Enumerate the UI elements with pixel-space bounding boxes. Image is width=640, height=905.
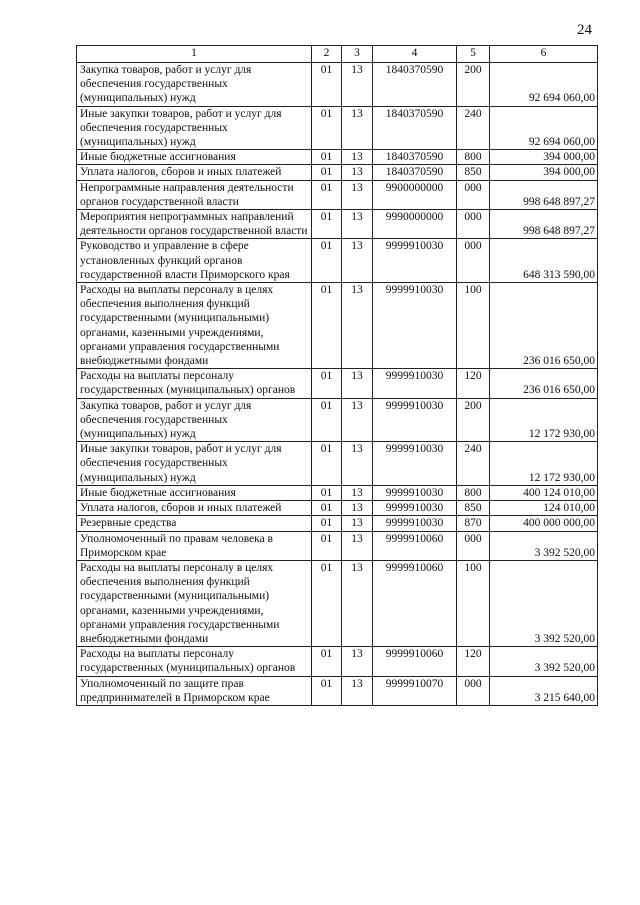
target-article-cell: 9999910060	[373, 647, 457, 676]
subsection-code-cell: 13	[342, 485, 373, 500]
subsection-code-cell: 13	[342, 283, 373, 369]
section-code-cell: 01	[312, 210, 342, 239]
amount-cell: 394 000,00	[490, 150, 598, 165]
target-article-cell: 9999910030	[373, 283, 457, 369]
expense-type-cell: 800	[457, 150, 490, 165]
section-code-cell: 01	[312, 63, 342, 107]
amount-cell: 3 392 520,00	[490, 560, 598, 646]
amount-cell: 236 016 650,00	[490, 369, 598, 398]
section-code-cell: 01	[312, 647, 342, 676]
section-code-cell: 01	[312, 485, 342, 500]
table-row	[77, 106, 598, 150]
column-header: 1	[77, 46, 312, 63]
subsection-code-cell: 13	[342, 165, 373, 180]
section-code-cell: 01	[312, 531, 342, 560]
row-name-cell: Расходы на выплаты персоналу государственных (муниципальных) органов	[77, 647, 312, 676]
target-article-cell: 9999910030	[373, 516, 457, 531]
subsection-code-cell: 13	[342, 369, 373, 398]
target-article-cell: 9999910030	[373, 485, 457, 500]
subsection-code-cell: 13	[342, 516, 373, 531]
section-code-cell: 01	[312, 516, 342, 531]
row-name-cell: Закупка товаров, работ и услуг для обеспечения государственных (муниципальных) нужд	[77, 63, 312, 107]
target-article-cell: 9999910030	[373, 398, 457, 442]
target-article-cell: 9999910030	[373, 442, 457, 486]
amount-cell: 998 648 897,27	[490, 180, 598, 209]
column-header: 3	[342, 46, 373, 63]
amount-cell: 92 694 060,00	[490, 63, 598, 107]
subsection-code-cell: 13	[342, 442, 373, 486]
row-name-cell: Мероприятия непрограммных направлений деятельности органов государственной власти	[77, 210, 312, 239]
expense-type-cell: 800	[457, 485, 490, 500]
target-article-cell: 1840370590	[373, 106, 457, 150]
row-name-cell: Закупка товаров, работ и услуг для обеспечения государственных (муниципальных) нужд	[77, 398, 312, 442]
row-name-cell: Иные закупки товаров, работ и услуг для обеспечения государственных (муниципальных) нужд	[77, 442, 312, 486]
table-row	[77, 516, 598, 531]
expense-type-cell: 850	[457, 165, 490, 180]
row-name-cell: Расходы на выплаты персоналу в целях обеспечения выполнения функций государственными (муниципальными) органами, казенными учреждениями, органами управления государственными внебюджетными фондами	[77, 560, 312, 646]
table-row	[77, 165, 598, 180]
row-name-cell: Непрограммные направления деятельности органов государственной власти	[77, 180, 312, 209]
target-article-cell: 9999910060	[373, 531, 457, 560]
row-name-cell: Расходы на выплаты персоналу государственных (муниципальных) органов	[77, 369, 312, 398]
amount-cell: 394 000,00	[490, 165, 598, 180]
target-article-cell: 9999910030	[373, 501, 457, 516]
row-name-cell: Руководство и управление в сфере установленных функций органов государственной власти Приморского края	[77, 239, 312, 283]
expense-type-cell: 000	[457, 531, 490, 560]
table-row	[77, 442, 598, 486]
amount-cell: 12 172 930,00	[490, 398, 598, 442]
table-row	[77, 531, 598, 560]
section-code-cell: 01	[312, 180, 342, 209]
amount-cell: 3 392 520,00	[490, 647, 598, 676]
target-article-cell: 1840370590	[373, 165, 457, 180]
subsection-code-cell: 13	[342, 63, 373, 107]
subsection-code-cell: 13	[342, 398, 373, 442]
amount-cell: 3 215 640,00	[490, 676, 598, 705]
column-header: 5	[457, 46, 490, 63]
subsection-code-cell: 13	[342, 531, 373, 560]
subsection-code-cell: 13	[342, 150, 373, 165]
section-code-cell: 01	[312, 398, 342, 442]
budget-table	[76, 45, 598, 706]
table-row	[77, 283, 598, 369]
subsection-code-cell: 13	[342, 501, 373, 516]
amount-cell: 400 000 000,00	[490, 516, 598, 531]
table-row	[77, 369, 598, 398]
subsection-code-cell: 13	[342, 560, 373, 646]
section-code-cell: 01	[312, 501, 342, 516]
target-article-cell: 9999910060	[373, 560, 457, 646]
row-name-cell: Уполномоченный по правам человека в Приморском крае	[77, 531, 312, 560]
amount-cell: 124 010,00	[490, 501, 598, 516]
table-row	[77, 676, 598, 705]
table-row	[77, 239, 598, 283]
amount-cell: 3 392 520,00	[490, 531, 598, 560]
expense-type-cell: 000	[457, 239, 490, 283]
amount-cell: 92 694 060,00	[490, 106, 598, 150]
expense-type-cell: 120	[457, 369, 490, 398]
amount-cell: 236 016 650,00	[490, 283, 598, 369]
target-article-cell: 1840370590	[373, 63, 457, 107]
subsection-code-cell: 13	[342, 647, 373, 676]
amount-cell: 998 648 897,27	[490, 210, 598, 239]
row-name-cell: Расходы на выплаты персоналу в целях обеспечения выполнения функций государственными (муниципальными) органами, казенными учреждениями, органами управления государственными внебюджетными фондами	[77, 283, 312, 369]
row-name-cell: Уполномоченный по защите прав предпринимателей в Приморском крае	[77, 676, 312, 705]
amount-cell: 12 172 930,00	[490, 442, 598, 486]
expense-type-cell: 100	[457, 283, 490, 369]
expense-type-cell: 200	[457, 63, 490, 107]
expense-type-cell: 000	[457, 676, 490, 705]
target-article-cell: 9999910030	[373, 239, 457, 283]
subsection-code-cell: 13	[342, 180, 373, 209]
expense-type-cell: 120	[457, 647, 490, 676]
subsection-code-cell: 13	[342, 210, 373, 239]
expense-type-cell: 000	[457, 180, 490, 209]
column-header: 2	[312, 46, 342, 63]
amount-cell: 400 124 010,00	[490, 485, 598, 500]
expense-type-cell: 000	[457, 210, 490, 239]
table-row	[77, 398, 598, 442]
section-code-cell: 01	[312, 239, 342, 283]
table-header-row	[77, 46, 598, 63]
expense-type-cell: 100	[457, 560, 490, 646]
section-code-cell: 01	[312, 150, 342, 165]
table-row	[77, 150, 598, 165]
section-code-cell: 01	[312, 283, 342, 369]
expense-type-cell: 870	[457, 516, 490, 531]
column-header: 6	[490, 46, 598, 63]
target-article-cell: 1840370590	[373, 150, 457, 165]
table-row	[77, 485, 598, 500]
table-row	[77, 210, 598, 239]
target-article-cell: 9999910030	[373, 369, 457, 398]
section-code-cell: 01	[312, 106, 342, 150]
expense-type-cell: 850	[457, 501, 490, 516]
page-number: 24	[577, 22, 592, 38]
row-name-cell: Уплата налогов, сборов и иных платежей	[77, 501, 312, 516]
row-name-cell: Уплата налогов, сборов и иных платежей	[77, 165, 312, 180]
row-name-cell: Иные бюджетные ассигнования	[77, 485, 312, 500]
column-header: 4	[373, 46, 457, 63]
section-code-cell: 01	[312, 165, 342, 180]
row-name-cell: Иные бюджетные ассигнования	[77, 150, 312, 165]
target-article-cell: 9900000000	[373, 180, 457, 209]
section-code-cell: 01	[312, 442, 342, 486]
section-code-cell: 01	[312, 676, 342, 705]
target-article-cell: 9999910070	[373, 676, 457, 705]
expense-type-cell: 240	[457, 442, 490, 486]
table-row	[77, 560, 598, 646]
table-row	[77, 63, 598, 107]
expense-type-cell: 240	[457, 106, 490, 150]
table-row	[77, 501, 598, 516]
section-code-cell: 01	[312, 369, 342, 398]
target-article-cell: 9990000000	[373, 210, 457, 239]
table-row	[77, 180, 598, 209]
table-row	[77, 647, 598, 676]
subsection-code-cell: 13	[342, 106, 373, 150]
amount-cell: 648 313 590,00	[490, 239, 598, 283]
row-name-cell: Резервные средства	[77, 516, 312, 531]
subsection-code-cell: 13	[342, 239, 373, 283]
subsection-code-cell: 13	[342, 676, 373, 705]
row-name-cell: Иные закупки товаров, работ и услуг для обеспечения государственных (муниципальных) нужд	[77, 106, 312, 150]
section-code-cell: 01	[312, 560, 342, 646]
expense-type-cell: 200	[457, 398, 490, 442]
